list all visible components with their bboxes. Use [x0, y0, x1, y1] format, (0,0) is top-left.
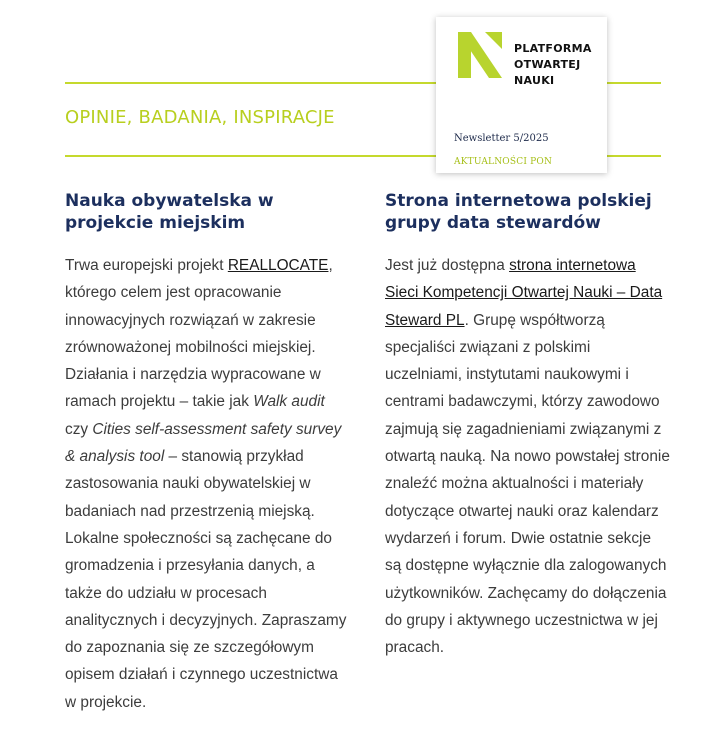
- logo-card: [436, 17, 607, 173]
- article-data-stewards: [385, 190, 670, 661]
- body-text: Trwa europejski projekt: [65, 257, 228, 274]
- body-text: – stanowią przykład zastosowania nauki obywatelskiej w badaniach nad przestrzenią miejską. Lokalne społeczności są zachęcane do gromadzenia i przesyłania danych, a także do udziału w procesach analitycznych i decyzyjnych. Zapraszamy do zapoznania się ze szczegółowym opisem działań i czynnego uczestnictwa w projekcie.: [65, 448, 347, 711]
- logo-line-1: PLATFORMA: [514, 42, 592, 55]
- pon-n-logo-icon: [458, 32, 504, 78]
- logo-line-3: NAUKI: [514, 74, 555, 87]
- reallocate-link[interactable]: REALLOCATE: [227, 257, 329, 274]
- newsletter-label: Newsletter 5/2025: [454, 133, 549, 144]
- body-text: , którego celem jest opracowanie innowacyjnych rozwiązań w zakresie zrównoważonej mobilności miejskiej. Działania i narzędzia wypracowane w ramach projektu – takie jak: [65, 257, 333, 411]
- body-text: . Grupę współtworzą specjaliści związani z polskimi uczelniami, instytutami naukowymi i centrami badawczymi, którzy zawodowo zajmują się zagadnieniami związanymi z otwartą nauką. Na nowo powstałej stronie znaleźć można aktualności i materiały dotyczące otwartej nauki oraz kalendarz wydarzeń i forum. Dwie ostatnie sekcje są dostępne wyłącznie dla zalogowanych użytkowników. Zachęcamy do dołączenia do grupy i aktywnego uczestnictwa w jej pracach.: [385, 311, 670, 657]
- article-body: [385, 252, 670, 661]
- logo-line-2: OTWARTEJ: [514, 58, 581, 71]
- article-title: Strona internetowa polskiej grupy data stewardów: [385, 191, 652, 233]
- logo-wordmark: [514, 41, 592, 89]
- article-title: Nauka obywatelska w projekcie miejskim: [65, 191, 274, 233]
- article-body: [65, 252, 350, 716]
- body-text: Jest już dostępna: [385, 257, 510, 274]
- data-steward-link[interactable]: strona internetowa Sieci Kompetencji Otwartej Nauki – Data Steward PL: [385, 257, 663, 329]
- body-emphasis: Walk audit: [253, 393, 325, 411]
- body-emphasis: Cities self-assessment safety survey & analysis tool: [65, 420, 342, 466]
- section-title: OPINIE, BADANIA, INSPIRACJE: [65, 107, 335, 128]
- body-text: czy: [65, 420, 93, 438]
- news-link[interactable]: AKTUALNOŚCI PON: [454, 157, 553, 167]
- article-citizen-science: [65, 190, 350, 716]
